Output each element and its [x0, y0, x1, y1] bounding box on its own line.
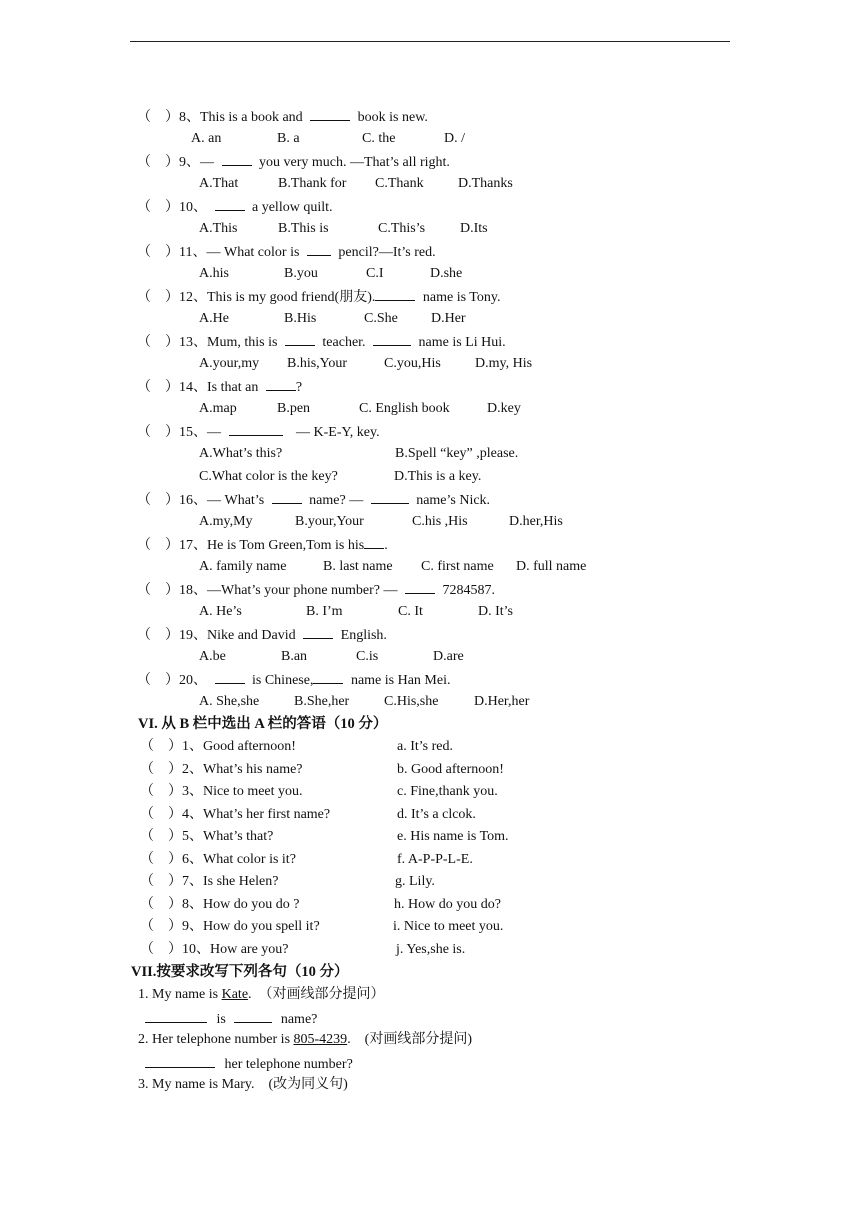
match-b-item: b. Good afternoon! — [397, 762, 504, 777]
option-c: C.What color is the key? — [199, 469, 338, 484]
question-17 — [137, 535, 388, 555]
option-c: C. English book — [359, 401, 450, 416]
option-c: C.Thank — [375, 176, 424, 191]
option-c: C.She — [364, 311, 398, 326]
match-b-item: h. How do you do? — [394, 897, 501, 912]
question-14 — [137, 377, 302, 397]
option-c: C. first name — [421, 559, 494, 574]
option-d: D. It’s — [478, 604, 513, 619]
option-a: A.my,My — [199, 514, 253, 529]
match-a-item: （ ）9、How do you spell it? — [140, 919, 320, 934]
question-stem: （ ）8、This is a book and — [137, 110, 303, 125]
question-tail: a yellow quilt. — [252, 200, 333, 215]
question-stem: （ ）11、— What color is — [137, 245, 300, 260]
answer-text: her telephone number? — [224, 1057, 353, 1072]
answer-blank[interactable] — [234, 1009, 272, 1023]
match-a-item: （ ）3、Nice to meet you. — [140, 784, 303, 799]
question-11 — [137, 242, 436, 262]
question-tail: 7284587. — [442, 583, 496, 598]
question-8 — [137, 107, 428, 127]
option-b: B.his,Your — [287, 356, 348, 371]
section-vii-title: VII.按要求改写下列各句（10 分） — [131, 964, 349, 980]
question-tail: you very much. —That’s all right. — [259, 155, 450, 170]
question-stem: （ ）20、 — [137, 673, 207, 688]
option-b: B.She,her — [294, 694, 350, 709]
match-b-item: d. It’s a clcok. — [397, 807, 476, 822]
option-b: B.you — [284, 266, 318, 281]
question-18 — [137, 580, 495, 600]
question-stem: （ ）18、—What’s your phone number? — — [137, 583, 398, 598]
question-20 — [137, 670, 450, 690]
question-10 — [137, 197, 333, 217]
answer-blank[interactable] — [310, 107, 350, 121]
instruction-text: . （对画线部分提问） — [248, 987, 385, 1002]
question-tail: name is Tony. — [422, 290, 501, 305]
option-d: D.her,His — [509, 514, 563, 529]
answer-blank[interactable] — [145, 1009, 207, 1023]
question-stem: （ ）14、Is that an — [137, 380, 259, 395]
question-15 — [137, 422, 380, 442]
question-19 — [137, 625, 387, 645]
match-b-item: i. Nice to meet you. — [393, 919, 504, 934]
option-b: B.pen — [277, 401, 311, 416]
option-d: D. full name — [516, 559, 587, 574]
option-a: A.That — [199, 176, 239, 191]
option-c: C.His,she — [384, 694, 439, 709]
option-d: D. / — [444, 131, 465, 146]
question-stem: （ ）9、— — [137, 155, 214, 170]
option-c: C. the — [362, 131, 396, 146]
option-a: A. She,she — [199, 694, 260, 709]
match-b-item: f. A-P-P-L-E. — [397, 852, 473, 867]
question-mid: teacher. — [322, 335, 366, 350]
option-d: D.Thanks — [458, 176, 513, 191]
match-a-item: （ ）6、What color is it? — [140, 852, 296, 867]
answer-blank[interactable] — [266, 377, 296, 391]
match-b-item: j. Yes,she is. — [396, 942, 466, 957]
question-tail: name’s Nick. — [416, 493, 491, 508]
option-d: D.my, His — [475, 356, 533, 371]
question-13 — [137, 332, 506, 352]
match-a-item: （ ）10、How are you? — [140, 942, 289, 957]
option-a: A. family name — [199, 559, 287, 574]
option-a: A.This — [199, 221, 238, 236]
question-text: 2. Her telephone number is — [138, 1032, 294, 1047]
question-16 — [137, 490, 490, 510]
answer-blank[interactable] — [145, 1054, 215, 1068]
rewrite-answer-2 — [145, 1054, 353, 1074]
rewrite-answer-1 — [145, 1009, 317, 1029]
answer-blank[interactable] — [215, 670, 245, 684]
option-a: A.be — [199, 649, 226, 664]
answer-blank[interactable] — [364, 535, 384, 549]
option-a: A. He’s — [199, 604, 242, 619]
answer-text: name? — [280, 1012, 318, 1027]
question-mid: is Chinese, — [252, 673, 314, 688]
option-b: B. I’m — [306, 604, 343, 619]
answer-blank[interactable] — [313, 670, 343, 684]
question-tail: name is Han Mei. — [350, 673, 451, 688]
answer-blank[interactable] — [285, 332, 315, 346]
question-stem: （ ）13、Mum, this is — [137, 335, 278, 350]
match-a-item: （ ）5、What’s that? — [140, 829, 274, 844]
option-c: C.This’s — [378, 221, 426, 236]
answer-blank[interactable] — [307, 242, 331, 256]
option-d: D.Its — [460, 221, 488, 236]
match-a-item: （ ）1、Good afternoon! — [140, 739, 296, 754]
option-a: A. an — [191, 131, 222, 146]
instruction-text: . (对画线部分提问) — [347, 1032, 473, 1047]
option-b: B.This is — [278, 221, 329, 236]
option-b: B.Thank for — [278, 176, 347, 191]
match-b-item: e. His name is Tom. — [397, 829, 509, 844]
match-a-item: （ ）8、How do you do ? — [140, 897, 300, 912]
match-b-item: g. Lily. — [395, 874, 435, 889]
option-b: B.an — [281, 649, 308, 664]
question-text: 1. My name is — [138, 987, 222, 1002]
match-b-item: a. It’s red. — [397, 739, 453, 754]
question-tail: English. — [340, 628, 387, 643]
question-stem: （ ）17、He is Tom Green,Tom is his — [137, 538, 365, 553]
answer-blank[interactable] — [375, 287, 415, 301]
option-c: C.you,His — [384, 356, 441, 371]
match-a-item: （ ）7、Is she Helen? — [140, 874, 279, 889]
option-a: A.What’s this? — [199, 446, 283, 461]
match-b-item: c. Fine,thank you. — [397, 784, 498, 799]
option-d: D.are — [433, 649, 464, 664]
option-c: C.is — [356, 649, 379, 664]
question-tail: pencil?—It’s red. — [338, 245, 436, 260]
header-rule — [130, 41, 730, 42]
answer-blank[interactable] — [215, 197, 245, 211]
answer-blank[interactable] — [222, 152, 252, 166]
option-a: A.your,my — [199, 356, 260, 371]
answer-blank[interactable] — [303, 625, 333, 639]
option-c: C.his ,His — [412, 514, 468, 529]
match-a-item: （ ）4、What’s her first name? — [140, 807, 331, 822]
option-c: C. It — [398, 604, 423, 619]
option-a: A.map — [199, 401, 237, 416]
answer-blank[interactable] — [272, 490, 302, 504]
option-a: A.his — [199, 266, 229, 281]
option-b: B. last name — [323, 559, 393, 574]
answer-blank[interactable] — [405, 580, 435, 594]
answer-blank[interactable] — [229, 422, 283, 436]
question-9 — [137, 152, 450, 172]
question-stem: （ ）19、Nike and David — [137, 628, 296, 643]
option-b: B. a — [277, 131, 300, 146]
option-d: D.This is a key. — [394, 469, 482, 484]
question-stem: （ ）10、 — [137, 200, 207, 215]
rewrite-question-3: 3. My name is Mary. (改为同义句) — [138, 1077, 348, 1092]
section-vi-title: VI. 从 B 栏中选出 A 栏的答语（10 分） — [138, 716, 388, 732]
underlined-word: Kate — [221, 987, 249, 1002]
question-tail: name is Li Hui. — [418, 335, 506, 350]
option-d: D.Her,her — [474, 694, 530, 709]
option-d: D.Her — [431, 311, 466, 326]
option-d: D.she — [430, 266, 463, 281]
underlined-number: 805-4239 — [293, 1032, 348, 1047]
question-tail: — K-E-Y, key. — [296, 425, 380, 440]
answer-blank[interactable] — [371, 490, 409, 504]
question-mid: name? — — [309, 493, 364, 508]
question-stem: （ ）16、— What’s — [137, 493, 265, 508]
rewrite-question-1 — [138, 986, 385, 1004]
question-tail: book is new. — [357, 110, 428, 125]
question-stem: （ ）15、— — [137, 425, 221, 440]
option-a: A.He — [199, 311, 229, 326]
question-tail: ? — [295, 380, 303, 395]
answer-text: is — [216, 1012, 226, 1027]
option-d: D.key — [487, 401, 521, 416]
question-12 — [137, 287, 500, 307]
option-b: B.Spell “key” ,please. — [395, 446, 519, 461]
question-tail: . — [384, 538, 388, 553]
option-b: B.your,Your — [295, 514, 364, 529]
rewrite-question-2 — [138, 1031, 472, 1049]
option-b: B.His — [284, 311, 317, 326]
option-c: C.I — [366, 266, 384, 281]
answer-blank[interactable] — [373, 332, 411, 346]
question-stem: （ ）12、This is my good friend(朋友). — [137, 290, 376, 305]
match-a-item: （ ）2、What’s his name? — [140, 762, 303, 777]
